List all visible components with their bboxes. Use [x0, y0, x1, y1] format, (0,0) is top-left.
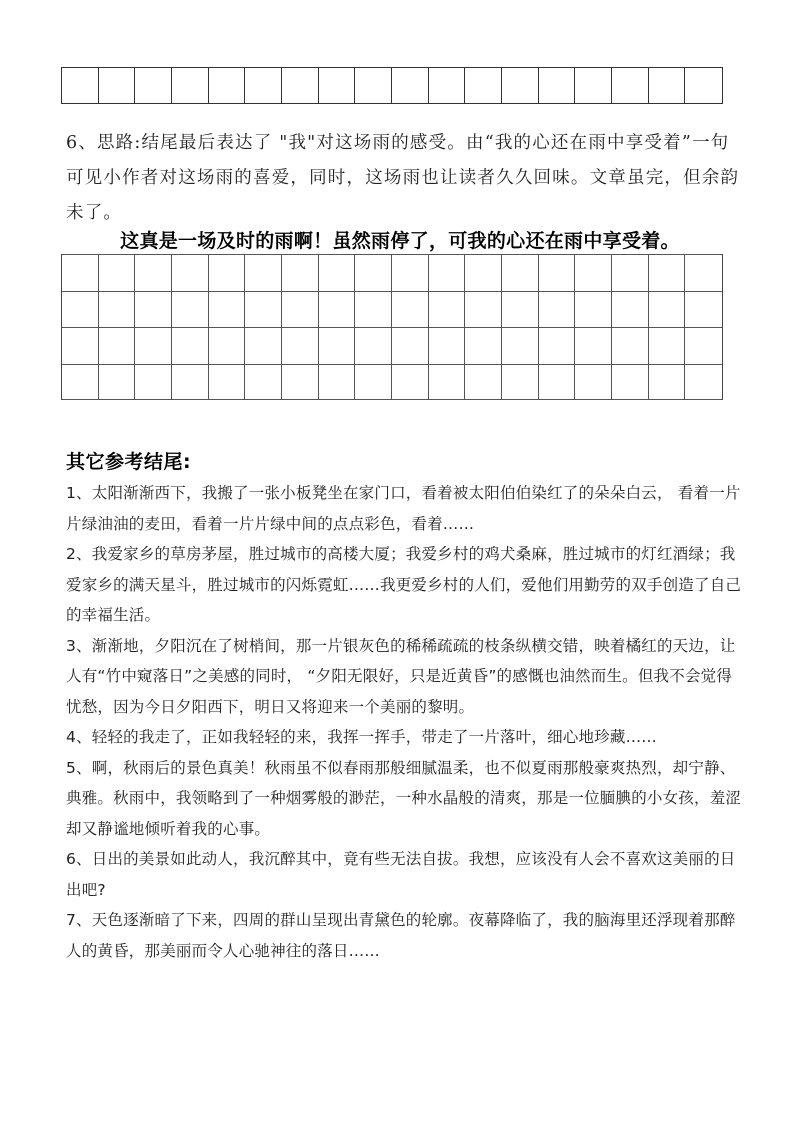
grid-cell: [575, 327, 612, 364]
grid-cell: [209, 291, 246, 328]
grid-cell: [172, 254, 209, 291]
grid-cell: [209, 364, 246, 401]
grid-cell: [502, 364, 539, 401]
grid-cell: [429, 68, 466, 103]
grid-cell: [539, 364, 576, 401]
grid-cell: [62, 327, 99, 364]
grid-cell: [502, 327, 539, 364]
grid-cell: [319, 68, 356, 103]
grid-cell: [135, 68, 172, 103]
grid-cell: [575, 254, 612, 291]
grid-cell: [245, 291, 282, 328]
grid-cell: [612, 291, 649, 328]
grid-cell: [245, 68, 282, 103]
grid-cell: [319, 254, 356, 291]
grid-cell: [135, 254, 172, 291]
ending-item-5: 5、啊，秋雨后的景色真美！秋雨虽不似春雨那般细腻温柔，也不似夏雨那般豪爽热烈，却宁静、典雅。秋雨中，我领略到了一种烟雾般的渺茫，一种水晶般的清爽，那是一位腼腆的小女孩，羞涩却又静谧地倾听着我的心事。: [66, 758, 742, 838]
ending-item-3: 3、渐渐地，夕阳沉在了树梢间，那一片银灰色的稀稀疏疏的枝条纵横交错，映着橘红的天边，让人有“竹中窥落日”之美感的同时， “夕阳无限好，只是近黄昏”的感慨也油然而生。但我不会觉得忧愁，因为今日夕阳西下，明日又将迎来一个美丽的黎明。: [66, 636, 736, 716]
grid-cell: [612, 254, 649, 291]
grid-cell: [172, 68, 209, 103]
other-endings-heading: 其它参考结尾:: [66, 451, 192, 473]
ending-item-4: 4、轻轻的我走了，正如我轻轻的来，我挥一挥手，带走了一片落叶，细心地珍藏……: [66, 728, 657, 746]
grid-cell: [355, 327, 392, 364]
grid-cell: [539, 68, 576, 103]
grid-cell: [575, 291, 612, 328]
grid-cell: [99, 291, 136, 328]
grid-cell: [465, 68, 502, 103]
grid-cell: [575, 68, 612, 103]
grid-cell: [539, 291, 576, 328]
grid-cell: [62, 291, 99, 328]
grid-cell: [135, 291, 172, 328]
grid-cell: [355, 254, 392, 291]
grid-cell: [135, 364, 172, 401]
grid-cell: [429, 254, 466, 291]
grid-cell: [282, 327, 319, 364]
grid-cell: [685, 291, 722, 328]
grid-cell: [135, 327, 172, 364]
paragraph-6-analysis: 6、思路:结尾最后表达了 "我"对这场雨的感受。由“我的心还在雨中享受着”一句可见小作者对这场雨的喜爱，同时，这场雨也让读者久久回味。文章虽完，但余韵未了。: [66, 133, 740, 223]
grid-cell: [502, 291, 539, 328]
grid-cell: [282, 364, 319, 401]
grid-cell: [392, 327, 429, 364]
grid-cell: [649, 327, 686, 364]
grid-cell: [282, 254, 319, 291]
grid-cell: [392, 254, 429, 291]
grid-cell: [319, 327, 356, 364]
other-endings-list: [66, 478, 742, 966]
grid-cell: [99, 327, 136, 364]
grid-cell: [282, 291, 319, 328]
grid-cell: [612, 327, 649, 364]
grid-cell: [502, 68, 539, 103]
grid-cell: [282, 68, 319, 103]
grid-cell: [649, 291, 686, 328]
grid-cell: [245, 254, 282, 291]
grid-cell: [392, 364, 429, 401]
grid-cell: [685, 364, 722, 401]
grid-cell: [172, 327, 209, 364]
grid-cell: [62, 254, 99, 291]
ending-item-6: 6、日出的美景如此动人，我沉醉其中，竟有些无法自拔。我想，应该没有人会不喜欢这美丽的日出吧?: [66, 850, 736, 899]
grid-cell: [649, 364, 686, 401]
writing-grid-main: [61, 254, 723, 400]
grid-cell: [465, 291, 502, 328]
grid-cell: [209, 327, 246, 364]
grid-cell: [685, 68, 722, 103]
grid-cell: [62, 68, 99, 103]
ending-item-1: 1、太阳渐渐西下，我搬了一张小板凳坐在家门口，看着被太阳伯伯染红了的朵朵白云， 看着一片片绿油油的麦田，看着一片片绿中间的点点彩色，看着……: [66, 484, 741, 533]
grid-cell: [99, 254, 136, 291]
ending-item-7: 7、天色逐渐暗了下来，四周的群山呈现出青黛色的轮廓。夜幕降临了，我的脑海里还浮现着那醉人的黄昏，那美丽而令人心驰神往的落日……: [66, 911, 736, 960]
grid-cell: [575, 364, 612, 401]
grid-cell: [612, 68, 649, 103]
answer-sentence: 这真是一场及时的雨啊！虽然雨停了，可我的心还在雨中享受着。: [120, 230, 680, 252]
grid-cell: [465, 327, 502, 364]
grid-cell: [612, 364, 649, 401]
grid-cell: [685, 327, 722, 364]
grid-cell: [99, 364, 136, 401]
ending-item-2: 2、我爱家乡的草房茅屋，胜过城市的高楼大厦；我爱乡村的鸡犬桑麻，胜过城市的灯红酒绿；我爱家乡的满天星斗，胜过城市的闪烁霓虹……我更爱乡村的人们，爱他们用勤劳的双手创造了自己的幸福生活。: [66, 545, 742, 624]
grid-cell: [649, 254, 686, 291]
grid-cell: [62, 364, 99, 401]
grid-cell: [355, 364, 392, 401]
grid-cell: [209, 68, 246, 103]
grid-cell: [685, 254, 722, 291]
grid-cell: [245, 364, 282, 401]
grid-cell: [429, 291, 466, 328]
writing-grid-top: [61, 67, 723, 104]
grid-cell: [465, 254, 502, 291]
grid-cell: [539, 254, 576, 291]
grid-cell: [172, 364, 209, 401]
grid-cell: [392, 291, 429, 328]
grid-cell: [429, 327, 466, 364]
grid-cell: [355, 291, 392, 328]
grid-cell: [209, 254, 246, 291]
grid-cell: [319, 364, 356, 401]
grid-cell: [172, 291, 209, 328]
grid-cell: [429, 364, 466, 401]
grid-cell: [392, 68, 429, 103]
grid-cell: [355, 68, 392, 103]
grid-cell: [539, 327, 576, 364]
grid-cell: [319, 291, 356, 328]
grid-cell: [649, 68, 686, 103]
grid-cell: [99, 68, 136, 103]
grid-cell: [465, 364, 502, 401]
grid-cell: [502, 254, 539, 291]
grid-cell: [245, 327, 282, 364]
